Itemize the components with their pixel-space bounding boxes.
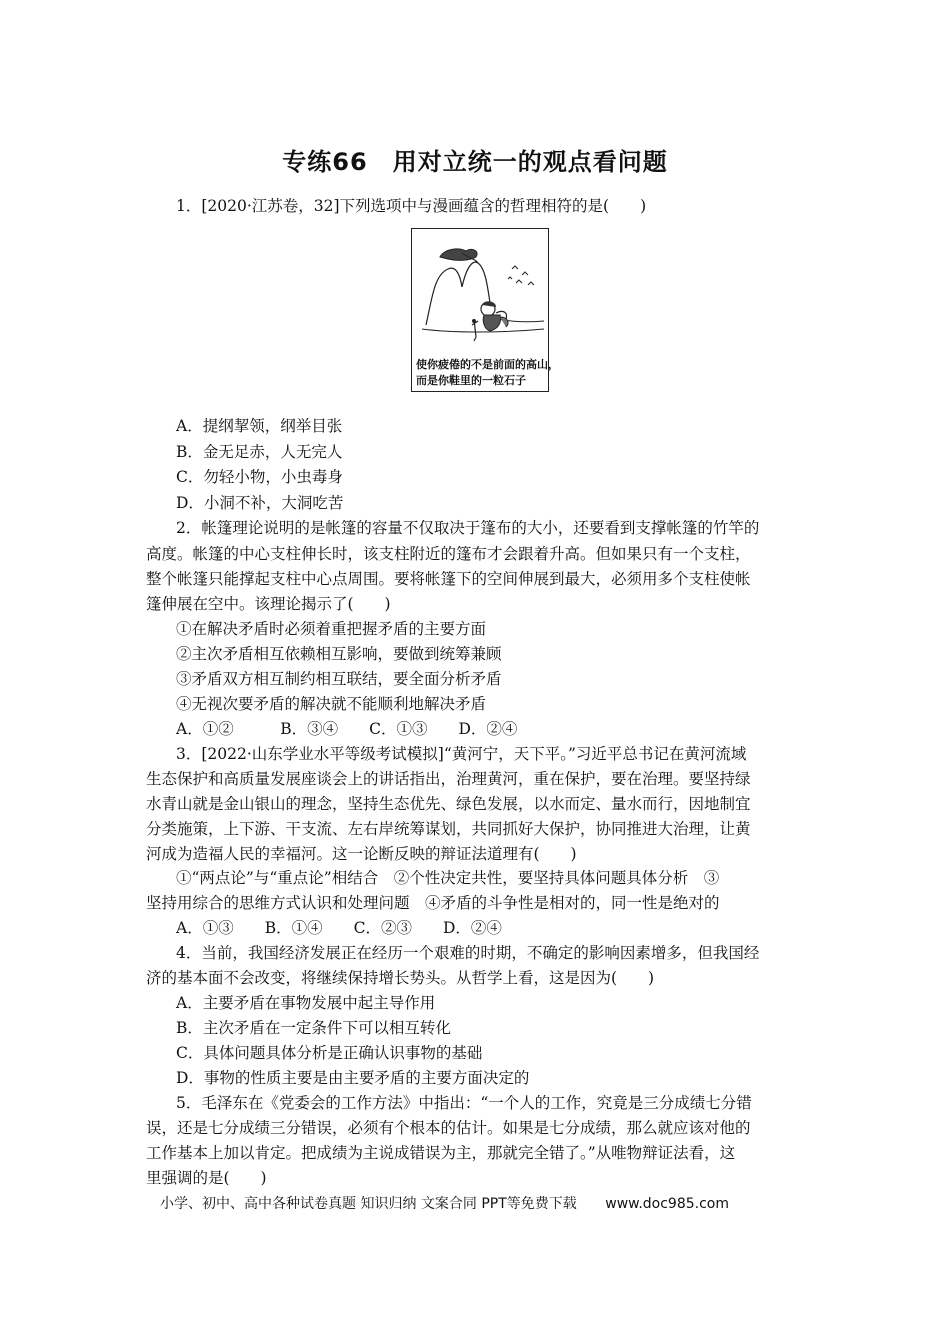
page-title: 专练66 用对立统一的观点看问题 — [282, 148, 668, 176]
q5-line-4: 里强调的是( ) — [146, 1169, 267, 1187]
footer-text: 小学、初中、高中各种试卷真题 知识归纳 文案合同 PPT等免费下载 — [160, 1196, 577, 1212]
q2-line-2: 高度。帐篷的中心支柱伸长时，该支柱附近的篷布才会跟着升高。但如果只有一个支柱， — [146, 545, 751, 563]
cartoon-figure — [411, 228, 559, 392]
q4-line-1: 4．当前，我国经济发展正在经历一个艰难的时期，不确定的影响因素增多，但我国经 — [176, 944, 760, 962]
q5-line-1: 5．毛泽东在《党委会的工作方法》中指出：“一个人的工作，究竟是三分成绩七分错 — [176, 1094, 752, 1112]
q1-option-b: B．金无足赤，人无完人 — [176, 443, 343, 461]
q2-item-3: ③矛盾双方相互制约相互联结，要全面分析矛盾 — [176, 670, 502, 688]
q4-option-d: D．事物的性质主要是由主要矛盾的主要方面决定的 — [176, 1069, 530, 1087]
q3-item-line-2: 坚持用综合的思维方式认识和处理问题 ④矛盾的斗争性是相对的，同一性是绝对的 — [146, 894, 720, 912]
q4-option-a: A．主要矛盾在事物发展中起主导作用 — [176, 994, 436, 1012]
footer-url-link[interactable]: www.doc985.com — [605, 1196, 729, 1212]
q5-line-3: 工作基本上加以肯定。把成绩为主说成错误为主，那就完全错了。”从唯物辩证法看，这 — [146, 1144, 736, 1162]
q2-answers: A．①② B．③④ C．①③ D．②④ — [176, 720, 518, 738]
q3-line-2: 生态保护和高质量发展座谈会上的讲话指出，治理黄河，重在保护，要在治理。要坚持绿 — [146, 770, 751, 788]
q5-line-2: 误，还是七分成绩三分错误，必须有个根本的估计。如果是七分成绩，那么就应该对他的 — [146, 1119, 751, 1137]
caption-line-1: 使你疲倦的不是前面的高山， — [416, 358, 559, 371]
cartoon-caption — [416, 357, 559, 389]
q2-line-1: 2．帐篷理论说明的是帐篷的容量不仅取决于篷布的大小，还要看到支撑帐篷的竹竿的 — [176, 519, 760, 537]
q3-line-4: 分类施策，上下游、干支流、左右岸统筹谋划，共同抓好大保护，协同推进大治理，让黄 — [146, 820, 751, 838]
q1-option-a: A．提纲挈领，纲举目张 — [176, 417, 343, 435]
footer — [160, 1193, 729, 1213]
q1-stem: 1．[2020·江苏卷，32]下列选项中与漫画蕴含的哲理相符的是( ) — [176, 197, 647, 215]
q4-option-c: C．具体问题具体分析是正确认识事物的基础 — [176, 1044, 483, 1062]
caption-line-2: 而是你鞋里的一粒石子 — [416, 374, 526, 387]
q2-line-3: 整个帐篷只能撑起支柱中心点周围。要将帐篷下的空间伸展到最大，必须用多个支柱使帐 — [146, 570, 751, 588]
q3-item-line-1: ①“两点论”与“重点论”相结合 ②个性决定共性，要坚持具体问题具体分析 ③ — [176, 869, 720, 887]
q4-option-b: B．主次矛盾在一定条件下可以相互转化 — [176, 1019, 451, 1037]
cartoon-drawing — [412, 229, 548, 355]
q3-line-5: 河成为造福人民的幸福河。这一论断反映的辩证法道理有( ) — [146, 845, 577, 863]
q3-line-3: 水青山就是金山银山的理念，坚持生态优先、绿色发展，以水而定、量水而行，因地制宜 — [146, 795, 751, 813]
q1-option-d: D．小洞不补，大洞吃苦 — [176, 494, 344, 512]
q2-item-4: ④无视次要矛盾的解决就不能顺利地解决矛盾 — [176, 695, 487, 713]
q2-item-2: ②主次矛盾相互依赖相互影响，要做到统筹兼顾 — [176, 645, 502, 663]
q3-line-1: 3．[2022·山东学业水平等级考试模拟]“黄河宁，天下平。”习近平总书记在黄河流域 — [176, 745, 747, 763]
q2-item-1: ①在解决矛盾时必须着重把握矛盾的主要方面 — [176, 620, 487, 638]
q4-line-2: 济的基本面不会改变，将继续保持增长势头。从哲学上看，这是因为( ) — [146, 969, 655, 987]
q2-line-4: 篷伸展在空中。该理论揭示了( ) — [146, 595, 391, 613]
q3-answers: A．①③ B．①④ C．②③ D．②④ — [176, 919, 502, 937]
q1-option-c: C．勿轻小物，小虫毒身 — [176, 468, 343, 486]
